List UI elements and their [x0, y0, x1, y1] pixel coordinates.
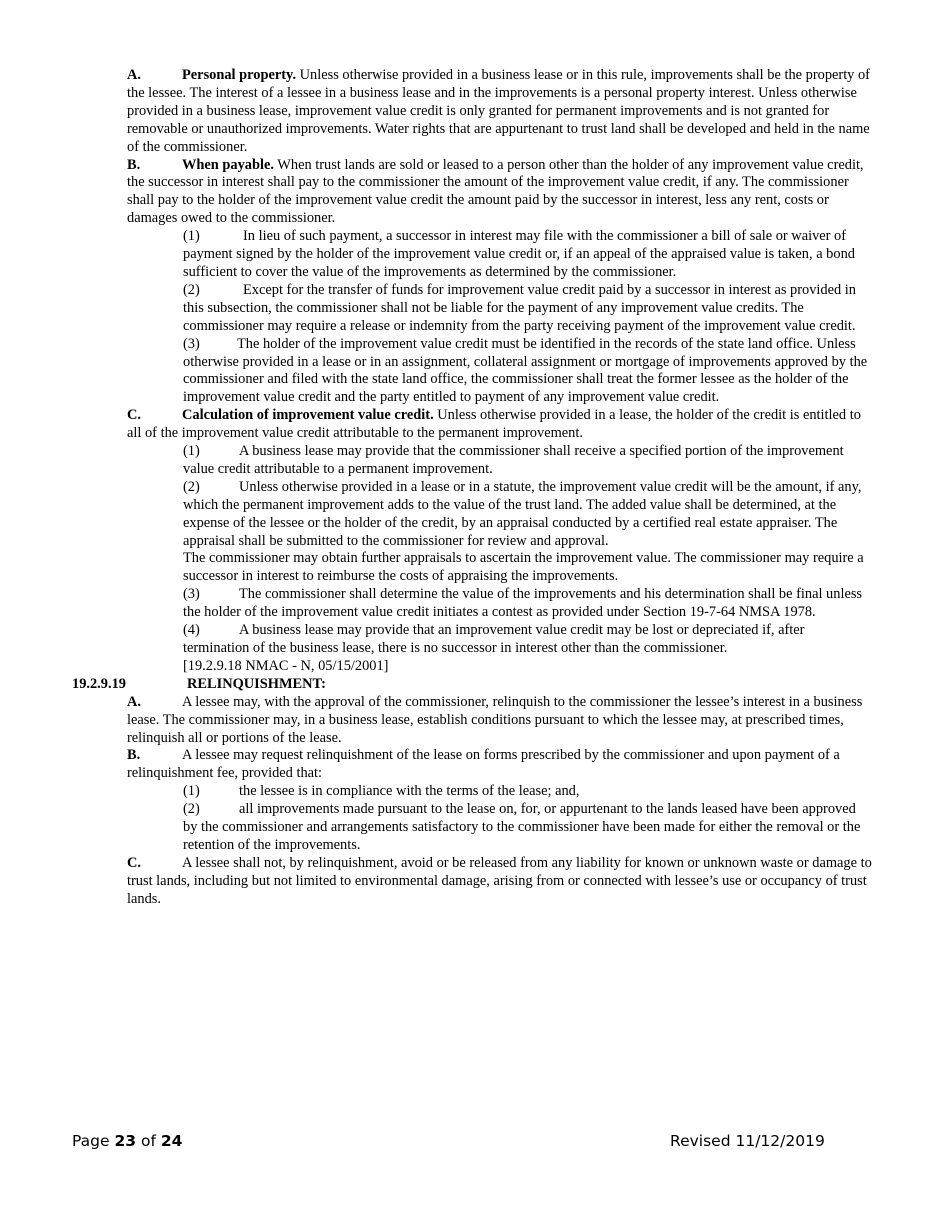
list-item: [72, 282, 872, 336]
page-word: Page: [72, 1132, 110, 1150]
item-text: The holder of the improvement value credit must be identified in the records of the state land office. Unless otherwise provided in a lease or in an assignment, collateral assignment or mortgage of improvements approved by the commissioner and filed with the state land office, the commissioner shall treat the former lessee as the holder of the improvement value credit and the party entitled to payment of any improvement value credit.: [183, 335, 868, 406]
paragraph-title: Personal property.: [182, 67, 297, 83]
item-text: Except for the transfer of funds for improvement value credit paid by a successor in interest as provided in this subsection, the commissioner shall not be liable for the payment of any improvement value credits. The commissioner may require a release or indemnity from the party receiving payment of the improvement value credit.: [183, 281, 857, 334]
item-text: all improvements made pursuant to the lease on, for, or appurtenant to the lands leased have been approved by the commissioner and arrangements satisfactory to the commissioner have been made for either the removal or the retention of the improvements.: [183, 801, 861, 853]
list-item: [72, 443, 872, 479]
relinquishment-paragraph-b: [72, 747, 872, 783]
item-text: Unless otherwise provided in a lease or in a statute, the improvement value credit will be the amount, if any, which the permanent improvement adds to the value of the trust land. The added value shall be determined, at the expense of the lessee or the holder of the credit, by an appraisal conducted by a certified real estate appraiser. The appraisal shall be submitted to the commissioner for review and approval.: [183, 478, 862, 549]
paragraph-text: Unless otherwise provided in a business lease or in this rule, improvements shall be the property of the lessee. The interest of a lessee in a business lease and in the improvements is a personal property interest. Unless otherwise provided in a business lease, improvement value credit is only granted for permanent improvements and is not granted for removable or unauthorized improvements. Water rights that are appurtenant to trust land shall be developed and held in the name of the commissioner.: [127, 67, 870, 155]
item-number: (1): [183, 443, 200, 460]
list-item: [72, 336, 872, 408]
list-item-continuation: The commissioner may obtain further appraisals to ascertain the improvement value. The commissioner may require a successor in interest to reimburse the costs of appraising the improvements.: [183, 550, 864, 585]
section-title: RELINQUISHMENT:: [187, 675, 326, 692]
relinquishment-paragraph-c: [72, 855, 872, 909]
list-item: [72, 622, 872, 658]
relinquishment-paragraph-a: [72, 694, 872, 748]
revision-date: Revised 11/12/2019: [670, 1132, 825, 1150]
paragraph-text: A lessee may request relinquishment of the lease on forms prescribed by the commissioner and upon payment of a relinquishment fee, provided that:: [127, 747, 840, 782]
item-number: (2): [183, 478, 200, 495]
page-number: [72, 1131, 182, 1151]
history-note: [19.2.9.18 NMAC - N, 05/15/2001]: [183, 657, 389, 674]
paragraph-title: When payable.: [182, 156, 274, 173]
list-item: [72, 228, 872, 282]
paragraph-text: Unless otherwise provided in a lease, the holder of the credit is entitled to all of the improvement value credit attributable to the permanent improvement.: [127, 407, 861, 442]
section-number: 19.2.9.19: [72, 675, 126, 692]
item-text: In lieu of such payment, a successor in interest may file with the commissioner a bill of sale or waiver of payment signed by the holder of the improvement value credit or, if an appeal of the appraised value is taken, a bond sufficient to cover the value of the improvements as determined by the commissioner.: [183, 228, 855, 280]
paragraph-text: A lessee shall not, by relinquishment, avoid or be released from any liability for known or unknown waste or damage to trust lands, including but not limited to environmental damage, arising from or connected with lessee’s use or occupancy of trust lands.: [127, 854, 872, 907]
paragraph-letter: C.: [127, 407, 141, 424]
item-number: (2): [183, 801, 200, 818]
page-current: 23: [114, 1132, 137, 1150]
paragraph-letter: B.: [127, 156, 141, 173]
paragraph-letter: B.: [127, 747, 141, 764]
paragraph-text: When trust lands are sold or leased to a person other than the holder of any improvement value credit, the successor in interest shall pay to the commissioner the amount of the improvement value credit, if any. The commissioner shall pay to the holder of the improvement value credit the amount paid by the successor in interest, less any rent, costs or damages owed to the commissioner.: [127, 156, 864, 227]
list-item: [72, 479, 872, 551]
list-item: [72, 801, 872, 855]
item-number: (4): [183, 622, 200, 639]
list-item: [72, 586, 872, 622]
paragraph-letter: C.: [127, 854, 141, 871]
paragraph-letter: A.: [127, 693, 141, 710]
item-text: A business lease may provide that the commissioner shall receive a specified portion of the improvement value credit attributable to a permanent improvement.: [183, 443, 844, 477]
paragraph-b-when-payable: [72, 157, 872, 229]
page-of: of: [140, 1132, 156, 1150]
list-item: [72, 783, 872, 801]
paragraph-c-calculation: [72, 407, 872, 443]
paragraph-title: Calculation of improvement value credit.: [182, 407, 434, 424]
paragraph-text: A lessee may, with the approval of the commissioner, relinquish to the commissioner the lessee’s interest in a business lease. The commissioner may, in a business lease, establish conditions pursuant to which the lessee may, at prescribed times, relinquish all or portions of the lease.: [127, 693, 863, 746]
item-number: (1): [183, 228, 200, 245]
item-text: the lessee is in compliance with the terms of the lease; and,: [239, 783, 580, 800]
item-number: (3): [183, 586, 200, 603]
item-number: (3): [183, 335, 200, 352]
document-body: [72, 67, 872, 909]
paragraph-letter: A.: [127, 67, 141, 83]
item-number: (2): [183, 281, 200, 298]
item-text: A business lease may provide that an improvement value credit may be lost or depreciated if, after termination of the business lease, there is no successor in interest other than the commissioner.: [183, 622, 805, 656]
paragraph-a-personal-property: [72, 67, 872, 157]
page-total: 24: [160, 1132, 183, 1150]
section-heading: [72, 676, 872, 694]
item-number: (1): [183, 783, 200, 800]
item-text: The commissioner shall determine the value of the improvements and his determination shall be final unless the holder of the improvement value credit initiates a contest as provided under Section 19-7-64 NMSA 1978.: [183, 586, 863, 621]
